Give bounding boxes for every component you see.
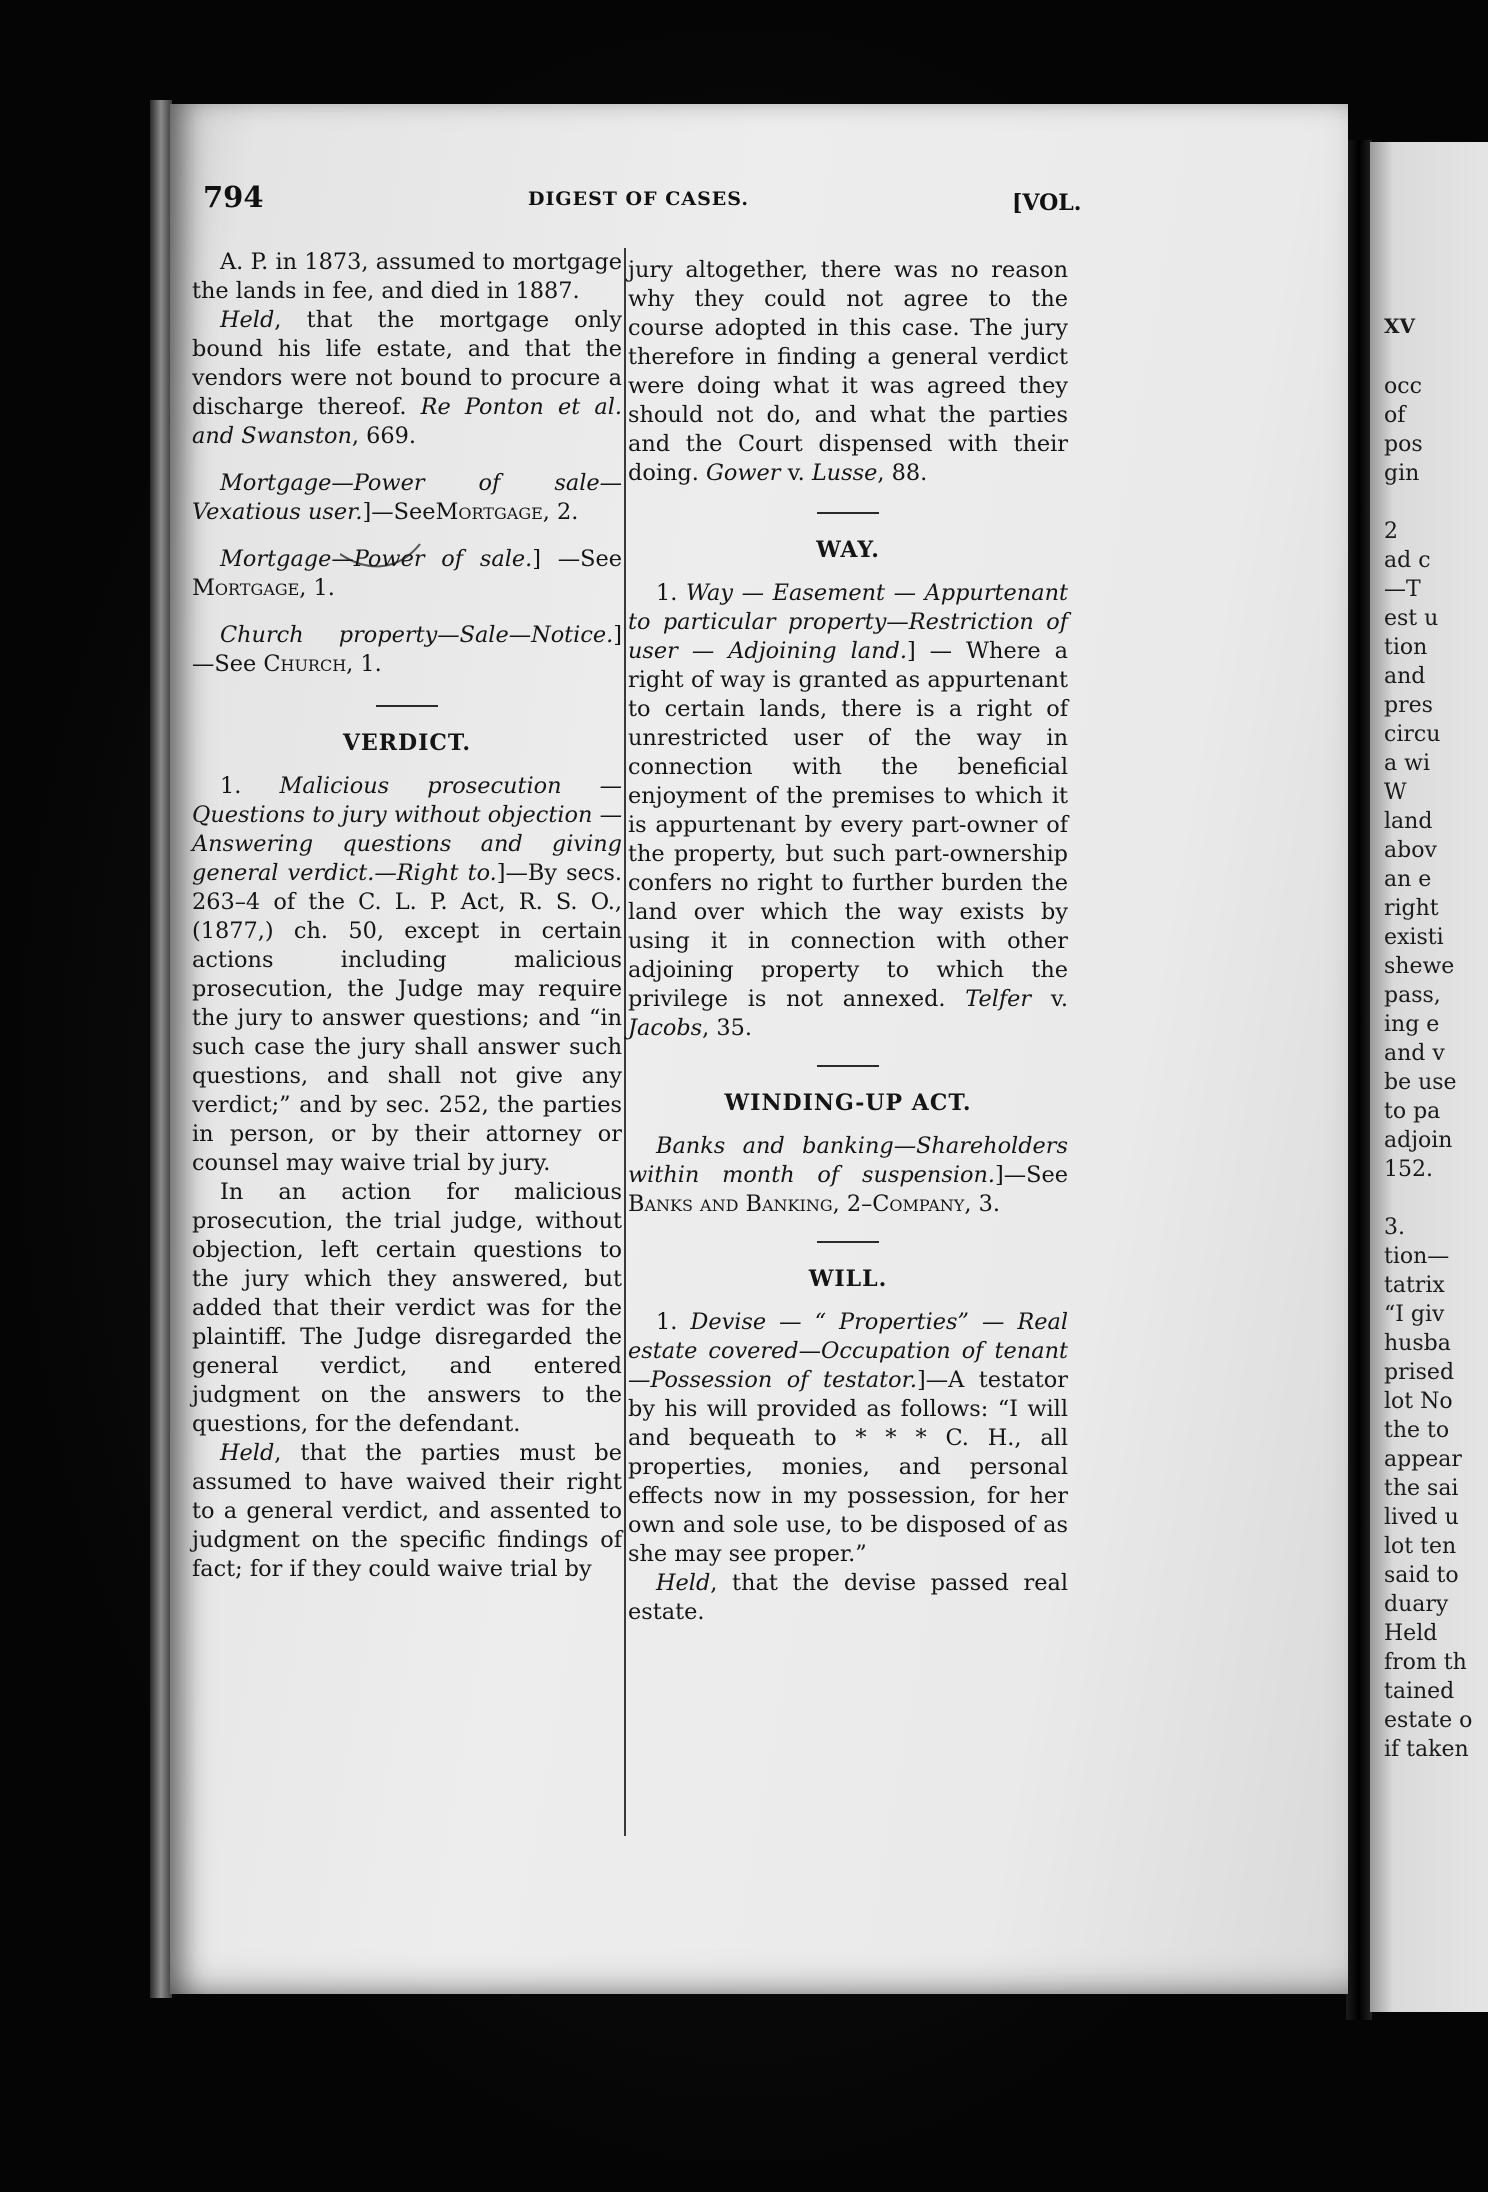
facing-page-line: 2 bbox=[1384, 519, 1398, 544]
cross-ref-number: , 1. bbox=[299, 575, 335, 601]
citation-page: , 88. bbox=[877, 460, 928, 486]
section-rule bbox=[817, 512, 879, 514]
facing-page-line: the sai bbox=[1384, 1476, 1459, 1501]
facing-page-line: existi bbox=[1384, 925, 1444, 950]
cross-reference-2 bbox=[192, 545, 622, 603]
facing-page-line: tatrix bbox=[1384, 1273, 1445, 1298]
facing-page-line: be use bbox=[1384, 1070, 1457, 1095]
facing-page-line: the to bbox=[1384, 1418, 1450, 1443]
facing-page-line: an e bbox=[1384, 867, 1432, 892]
facing-page-line: a wi bbox=[1384, 751, 1430, 776]
item-text: ]—By secs. 263–4 of the C. L. P. Act, R. S. O., (1877,) ch. 50, except in certain actions including malicious prosecution, the Judge may require the jury to answer questions; and “in such case the jury shall answer such questions, and shall not give any verdict;” and by sec. 252, the parties in person, or by their attorney or counsel may waive trial by jury. bbox=[192, 860, 622, 1176]
paragraph-verdict-1 bbox=[192, 772, 622, 1178]
held-text: , that the parties must be assumed to have waived their right to a general verdict, and assented to judgment on the specific findings of fact; for if they could waive trial by bbox=[192, 1440, 622, 1582]
section-heading-verdict: VERDICT. bbox=[342, 730, 472, 756]
cross-ref-number: , 3. bbox=[964, 1191, 1000, 1217]
item-text: ]—A testator by his will provided as follows: “I will and bequeath to * * * C. H., all properties, monies, and personal effects now in my possession, for her own and sole use, to be disposed of as she may see proper.” bbox=[628, 1367, 1068, 1567]
facing-page-line: duary bbox=[1384, 1592, 1449, 1617]
cross-ref-title: Mortgage—Power of sale. bbox=[220, 546, 533, 572]
cross-ref-number: , 2. bbox=[542, 499, 579, 525]
section-heading-way: WAY. bbox=[816, 537, 880, 563]
section-heading-will: WILL. bbox=[808, 1266, 888, 1292]
case-citation: Re Ponton et al. and Swanston bbox=[192, 394, 623, 449]
cross-ref-number: , 1. bbox=[346, 651, 382, 677]
held-label: Held bbox=[220, 1440, 275, 1466]
facing-page-line: ad c bbox=[1384, 548, 1431, 573]
paragraph-verdict-2: In an action for malicious prosecution, the trial judge, without objection, left certain questions to the jury which they answered, but added that their verdict was for the plaintiff. The Judge disregarded the general verdict, and entered judgment on the answers to the questions, for the defendant. bbox=[192, 1179, 622, 1437]
held-label: Held bbox=[220, 307, 275, 333]
continued-text: jury altogether, there was no reason why they could not agree to the course adopted in this case. The jury therefore in finding a general verdict were doing what it was agreed they should not do, and what the parties and the Court dispensed with their doing. bbox=[628, 257, 1068, 486]
paragraph-mortgage-facts: A. P. in 1873, assumed to mortgage the lands in fee, and died in 1887. bbox=[192, 249, 622, 304]
item-title: Devise — “ Properties” — Real estate covered—Occupation of tenant —Possession of testator. bbox=[628, 1309, 1068, 1393]
cross-ref-see: ]—See bbox=[362, 499, 436, 525]
cross-ref-target: Mortgage bbox=[192, 575, 300, 601]
section-rule bbox=[376, 705, 438, 707]
paragraph-way-1 bbox=[628, 579, 1068, 1043]
facing-page-header: XV bbox=[1384, 314, 1416, 338]
facing-page-line: tion bbox=[1384, 635, 1428, 660]
case-citation: Telfer bbox=[965, 986, 1032, 1012]
facing-page-fragment bbox=[1370, 142, 1488, 2012]
item-number: 1. bbox=[220, 773, 280, 799]
facing-page-line: 152. bbox=[1384, 1157, 1433, 1182]
section-heading-winding-up-act: WINDING-UP ACT. bbox=[724, 1090, 972, 1116]
facing-page-line: estate o bbox=[1384, 1708, 1473, 1733]
versus: v. bbox=[1031, 986, 1068, 1012]
facing-page-line: est u bbox=[1384, 606, 1439, 631]
cross-ref-see: ] —See bbox=[192, 622, 622, 677]
cross-ref-title: Mortgage—Power of sale—Vexatious user. bbox=[192, 470, 622, 525]
facing-page-line: abov bbox=[1384, 838, 1437, 863]
facing-page-line: tion— bbox=[1384, 1244, 1450, 1269]
cross-ref-see: ]—See bbox=[995, 1162, 1068, 1188]
cross-ref-target: Company bbox=[872, 1191, 965, 1217]
item-text: ] — Where a right of way is granted as appurtenant to certain lands, there is a right of unrestricted user of the way in connection with the beneficial enjoyment of the premises to which it is appurtenant by every part-owner of the property, but such part-ownership confers no right to further burden the land over which the way exists by using it in connection with other adjoining property to which the privilege is not annexed. bbox=[628, 638, 1068, 1012]
cross-ref-target: Church bbox=[263, 651, 347, 677]
paragraph-verdict-held bbox=[192, 1439, 622, 1584]
cross-ref-see: ] —See bbox=[532, 546, 622, 572]
facing-page-line: tained bbox=[1384, 1679, 1455, 1704]
cross-ref-sep: , 2– bbox=[832, 1191, 873, 1217]
page-edge-shadow bbox=[150, 100, 172, 1998]
facing-page-line: pass, bbox=[1384, 983, 1441, 1008]
item-title: Way — Easement — Appurtenant to particular property—Restriction of user — Adjoining land. bbox=[628, 580, 1068, 664]
item-title: Malicious prosecution — Questions to jury without objection — Answering questions and giving general verdict.—Right to. bbox=[192, 773, 623, 886]
facing-page-line: and v bbox=[1384, 1041, 1445, 1066]
running-title: DIGEST OF CASES. bbox=[528, 188, 749, 210]
facing-page-line: “I giv bbox=[1384, 1302, 1445, 1327]
paragraph-will-held bbox=[628, 1569, 1068, 1627]
facing-page-line: lived u bbox=[1384, 1505, 1459, 1530]
section-rule bbox=[817, 1241, 879, 1243]
versus: v. bbox=[780, 460, 812, 486]
held-label: Held bbox=[656, 1570, 711, 1596]
facing-page-line: W bbox=[1384, 780, 1407, 805]
facing-page-line: appear bbox=[1384, 1447, 1462, 1472]
citation-page: , 669. bbox=[351, 423, 416, 449]
left-column bbox=[192, 248, 622, 1584]
case-citation: Gower bbox=[705, 460, 781, 486]
book-spine bbox=[1346, 140, 1372, 2020]
cross-ref-target: Banks and Banking bbox=[628, 1191, 833, 1217]
paragraph-will-1 bbox=[628, 1308, 1068, 1569]
cross-ref-target: Mortgage bbox=[435, 499, 543, 525]
facing-page-line: right bbox=[1384, 896, 1439, 921]
cross-ref-title: Banks and banking—Shareholders within month of suspension. bbox=[628, 1133, 1068, 1188]
column-divider bbox=[624, 248, 626, 1836]
paragraph-held-mortgage bbox=[192, 306, 622, 451]
item-number: 1. bbox=[656, 1309, 691, 1335]
facing-page-line: adjoin bbox=[1384, 1128, 1453, 1153]
cross-reference-3 bbox=[192, 621, 622, 679]
facing-page-line: from th bbox=[1384, 1650, 1467, 1675]
facing-page-line: if taken bbox=[1384, 1737, 1469, 1762]
volume-marker: [VOL. bbox=[1012, 190, 1082, 216]
facing-page-line: land bbox=[1384, 809, 1433, 834]
facing-page-line: pres bbox=[1384, 693, 1433, 718]
facing-page-line: husba bbox=[1384, 1331, 1451, 1356]
facing-page-line: lot No bbox=[1384, 1389, 1453, 1414]
right-column bbox=[628, 256, 1068, 1627]
facing-page-line: 3. bbox=[1384, 1215, 1405, 1240]
cross-ref-title: Church property—Sale—Notice. bbox=[220, 622, 614, 648]
citation-page: , 35. bbox=[702, 1015, 753, 1041]
held-text: , that the mortgage only bound his life estate, and that the vendors were not bound to procure a discharge thereof. bbox=[192, 307, 622, 420]
facing-page-line: Held bbox=[1384, 1621, 1438, 1646]
facing-page-line: shewe bbox=[1384, 954, 1455, 979]
facing-page-line: —T bbox=[1384, 577, 1421, 602]
facing-page-line: pos bbox=[1384, 432, 1423, 457]
item-number: 1. bbox=[656, 580, 686, 606]
held-text: , that the devise passed real estate. bbox=[628, 1570, 1068, 1625]
page-number: 794 bbox=[203, 180, 264, 214]
facing-page-line: circu bbox=[1384, 722, 1441, 747]
facing-page-line: of bbox=[1384, 403, 1406, 428]
facing-page-line: to pa bbox=[1384, 1099, 1441, 1124]
case-citation: Lusse bbox=[811, 460, 878, 486]
paragraph-continued bbox=[628, 256, 1068, 488]
facing-page-line: lot ten bbox=[1384, 1534, 1457, 1559]
facing-page-line: ing e bbox=[1384, 1012, 1440, 1037]
facing-page-line: occ bbox=[1384, 374, 1422, 399]
facing-page-line: prised bbox=[1384, 1360, 1455, 1385]
facing-page-line: gin bbox=[1384, 461, 1420, 486]
cross-reference-1 bbox=[192, 469, 622, 527]
case-citation: Jacobs bbox=[628, 1015, 703, 1041]
facing-page-line: and bbox=[1384, 664, 1426, 689]
facing-page-line: said to bbox=[1384, 1563, 1459, 1588]
cross-reference-winding-up bbox=[628, 1132, 1068, 1219]
section-rule bbox=[817, 1065, 879, 1067]
